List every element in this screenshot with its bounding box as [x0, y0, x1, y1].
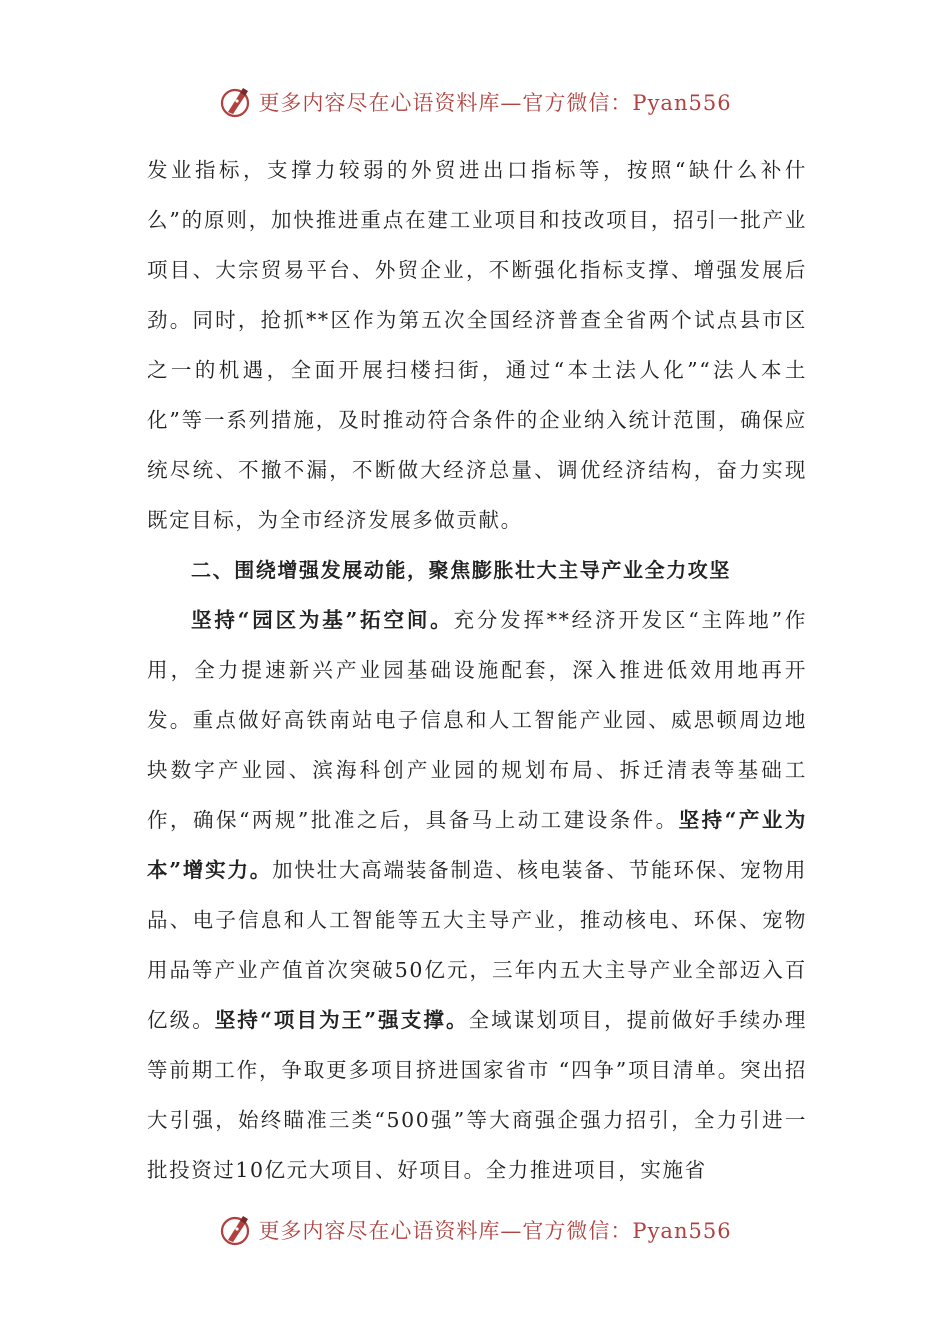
section-heading: 二、围绕增强发展动能，聚焦膨胀壮大主导产业全力攻坚: [191, 558, 731, 582]
footer-banner: [0, 1208, 950, 1252]
lead-park: 坚持“园区为基”拓空间。: [191, 608, 454, 632]
lead-industry: 坚持“产业为本”增实力。: [147, 808, 807, 882]
header-banner: [0, 80, 950, 124]
text-park: 充分发挥**经济开发区“主阵地”作用，全力提速新兴产业园基础设施配套，深入推进低效用地再开发。重点做好高铁南站电子信息和人工智能产业园、威思顿周边地块数字产业园、滨海科创产业园的规划布局、拆迁清表等基础工作，确保“两规”批准之后，具备马上动工建设条件。: [147, 608, 807, 832]
lead-project: 坚持“项目为王”强支撑。: [214, 1008, 469, 1032]
pen-nib-logo-icon: [218, 1212, 254, 1248]
paragraph-industry: [147, 595, 807, 1195]
text-industry: 加快壮大高端装备制造、核电装备、节能环保、宠物用品、电子信息和人工智能等五大主导产业，推动核电、环保、宠物用品等产业产值首次突破50亿元，三年内五大主导产业全部迈入百亿级。: [147, 858, 807, 1032]
text-project: 全域谋划项目，提前做好手续办理等前期工作，争取更多项目挤进国家省市 “四争”项目清单。突出招大引强，始终瞄准三类“500强”等大商强企强力招引，全力引进一批投资过10亿元大项目、好项目。全力推进项目，实施省: [147, 1008, 807, 1182]
document-body: [147, 145, 807, 1195]
footer-banner-text: 更多内容尽在心语资料库—官方微信：Pyan556: [258, 1219, 732, 1243]
paragraph-continued: 发业指标，支撑力较弱的外贸进出口指标等，按照“缺什么补什么”的原则，加快推进重点在建工业项目和技改项目，招引一批产业项目、大宗贸易平台、外贸企业，不断强化指标支撑、增强发展后劲。同时，抢抓**区作为第五次全国经济普查全省两个试点县市区之一的机遇，全面开展扫楼扫街，通过“本土法人化”“法人本土化”等一系列措施，及时推动符合条件的企业纳入统计范围，确保应统尽统、不撤不漏，不断做大经济总量、调优经济结构，奋力实现既定目标，为全市经济发展多做贡献。: [147, 158, 807, 532]
pen-nib-logo-icon: [218, 84, 254, 120]
header-banner-text: 更多内容尽在心语资料库—官方微信：Pyan556: [258, 91, 732, 115]
